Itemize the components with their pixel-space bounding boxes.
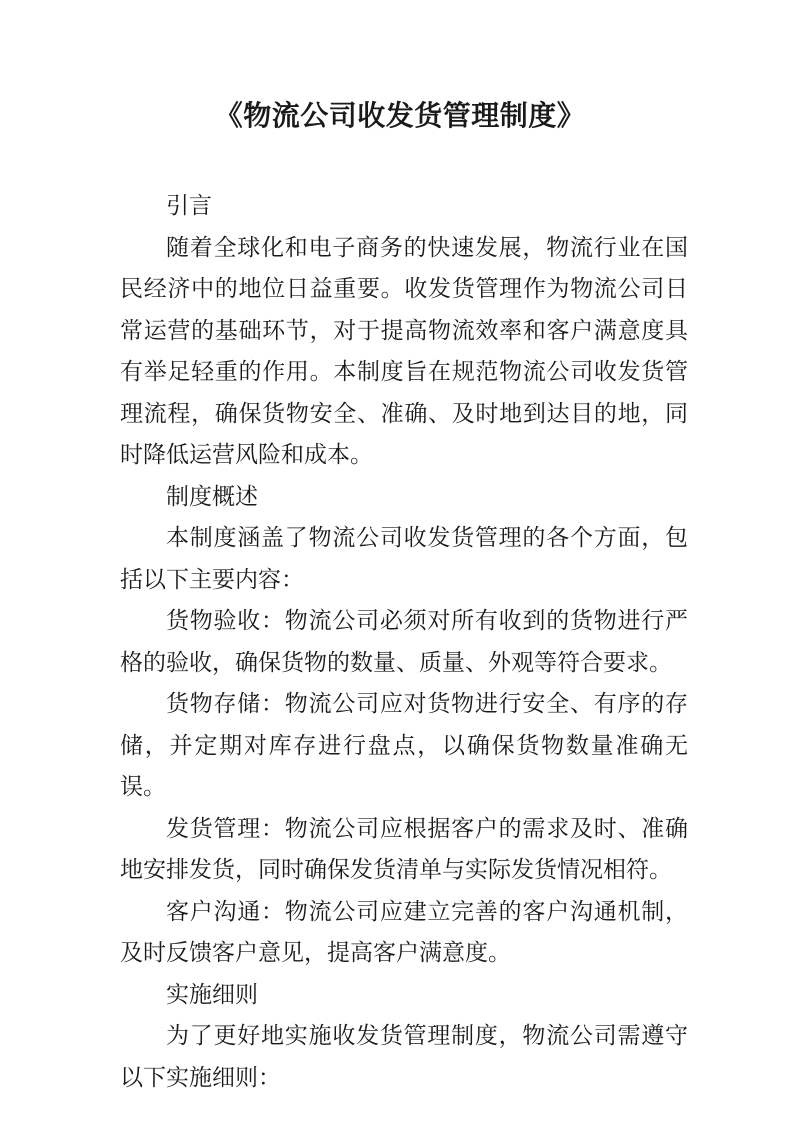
section-heading-overview: 制度概述: [166, 483, 258, 510]
section-heading-introduction: 引言: [166, 193, 212, 219]
paragraph-implementation: 为了更好地实施收发货管理制度，物流公司需遵守以下实施细则：: [120, 1023, 688, 1091]
paragraph-shipping-management: 发货管理：物流公司应根据客户的需求及时、准确地安排发货，同时确保发货清单与实际发货情况相符。: [120, 815, 688, 883]
paragraph-goods-storage: 货物存储：物流公司应对货物进行安全、有序的存储，并定期对库存进行盘点，以确保货物数量准确无误。: [120, 691, 688, 800]
paragraph-introduction: 随着全球化和电子商务的快速发展，物流行业在国民经济中的地位日益重要。收发货管理作为物流公司日常运营的基础环节，对于提高物流效率和客户满意度具有举足轻重的作用。本制度旨在规范物流公司收发货管理流程，确保货物安全、准确、及时地到达目的地，同时降低运营风险和成本。: [120, 234, 688, 468]
document-body: [120, 186, 688, 1099]
paragraph-goods-inspection: 货物验收：物流公司必须对所有收到的货物进行严格的验收，确保货物的数量、质量、外观等符合要求。: [120, 608, 688, 676]
document-title: 《物流公司收发货管理制度》: [214, 99, 586, 132]
paragraph-customer-communication: 客户沟通：物流公司应建立完善的客户沟通机制，及时反馈客户意见，提高客户满意度。: [120, 898, 688, 966]
section-heading-implementation: 实施细则: [166, 981, 258, 1008]
paragraph-overview: 本制度涵盖了物流公司收发货管理的各个方面，包括以下主要内容：: [120, 525, 688, 593]
